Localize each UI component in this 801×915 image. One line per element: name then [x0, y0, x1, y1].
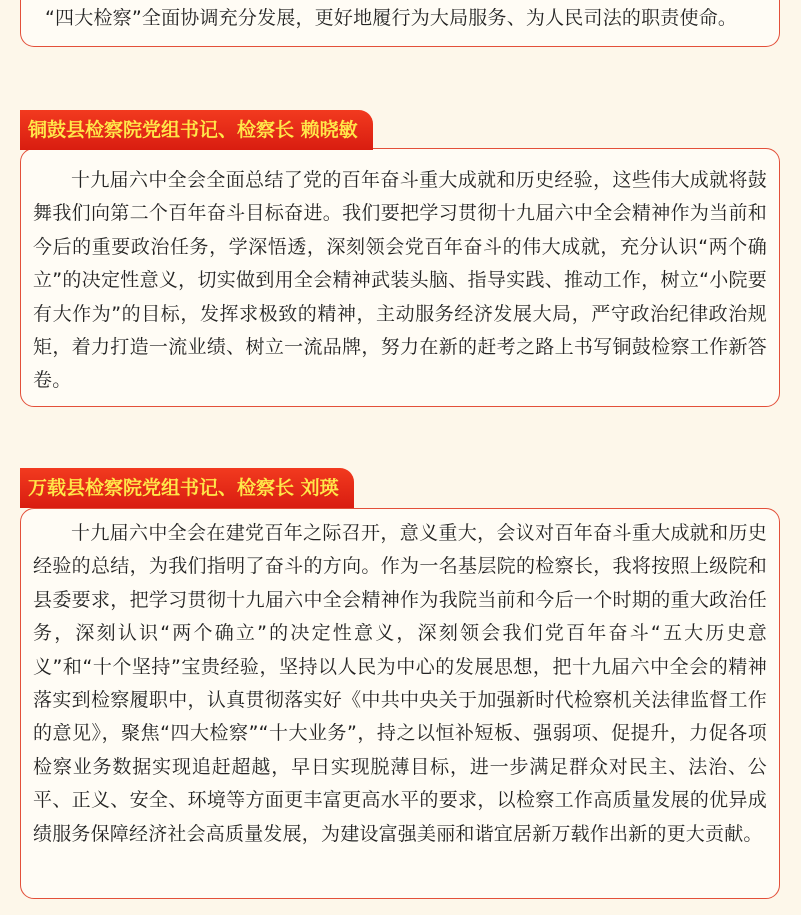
section-header-tonggu: 铜鼓县检察院党组书记、检察长 赖晓敏	[20, 110, 373, 150]
section-body-tonggu: 十九届六中全会全面总结了党的百年奋斗重大成就和历史经验，这些伟大成就将鼓舞我们向第二个百年奋斗目标奋进。我们要把学习贯彻十九届六中全会精神作为当前和今后的重要政治任务，学深悟透，深刻领会党百年奋斗的伟大成就，充分认识“两个确立”的决定性意义，切实做到用全会精神武装头脑、指导实践、推动工作，树立“小院要有大作为”的目标，发挥求极致的精神，主动服务经济发展大局，严守政治纪律政治规矩，着力打造一流业绩、树立一流品牌，努力在新的赶考之路上书写铜鼓检察工作新答卷。	[33, 169, 767, 392]
previous-section-card	[20, 0, 780, 47]
section-card-tonggu	[20, 148, 780, 407]
section-header-wanzai: 万载县检察院党组书记、检察长 刘瑛	[20, 468, 354, 508]
previous-section-text: “四大检察”全面协调充分发展，更好地履行为大局服务、为人民司法的职责使命。	[45, 7, 738, 29]
section-card-wanzai	[20, 508, 780, 899]
section-body-wanzai: 十九届六中全会在建党百年之际召开，意义重大，会议对百年奋斗重大成就和历史经验的总结，为我们指明了奋斗的方向。作为一名基层院的检察长，我将按照上级院和县委要求，把学习贯彻十九届六中全会精神作为我院当前和今后一个时期的重大政治任务，深刻认识“两个确立”的决定性意义，深刻领会我们党百年奋斗“五大历史意义”和“十个坚持”宝贵经验，坚持以人民为中心的发展思想，把十九届六中全会的精神落实到检察履职中，认真贯彻落实好《中共中央关于加强新时代检察机关法律监督工作的意见》，聚焦“四大检察”“十大业务”，持之以恒补短板、强弱项、促提升，力促各项检察业务数据实现追赶超越，早日实现脱薄目标，进一步满足群众对民主、法治、公平、正义、安全、环境等方面更丰富更高水平的要求，以检察工作高质量发展的优异成绩服务保障经济社会高质量发展，为建设富强美丽和谐宜居新万载作出新的更大贡献。	[33, 522, 767, 845]
